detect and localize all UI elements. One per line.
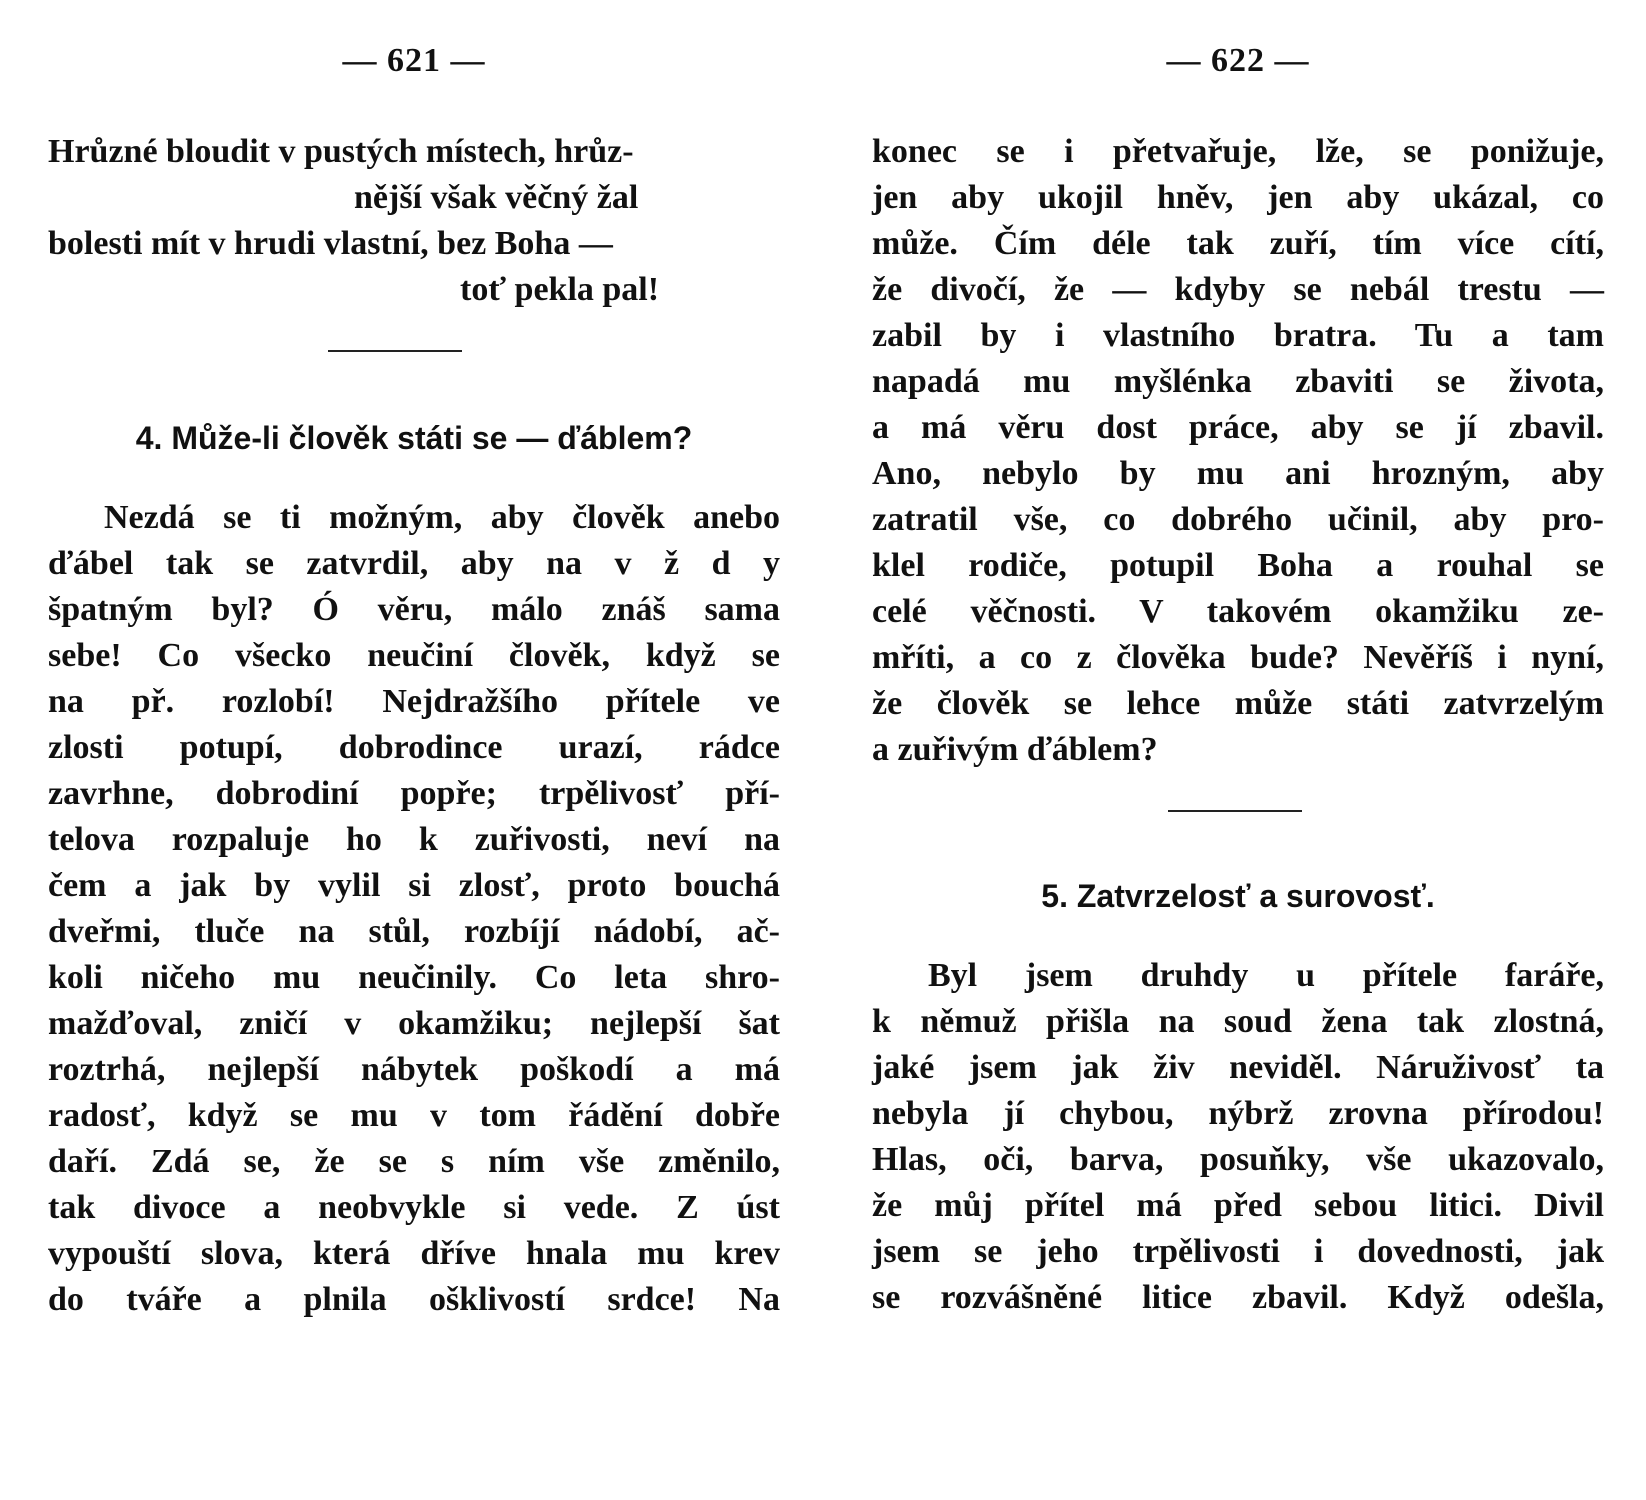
paragraph-line: Hlas, oči, barva, posuňky, vše ukazovalo,	[872, 1141, 1604, 1178]
paragraph-line: že člověk se lehce může státi zatvrzelým	[872, 685, 1604, 722]
section-heading: 4. Může-li člověk státi se — ďáblem?	[135, 420, 693, 456]
paragraph-line: napadá mu myšlénka zbaviti se života,	[872, 363, 1604, 400]
paragraph-line: může. Čím déle tak zuří, tím více cítí,	[872, 225, 1604, 262]
paragraph-line: telova rozpaluje ho k zuřivosti, neví na	[48, 821, 780, 858]
paragraph-line: daří. Zdá se, že se s ním vše změnilo,	[48, 1143, 780, 1180]
verse-line: bolesti mít v hrudi vlastní, bez Boha —	[48, 225, 613, 262]
paragraph-line: se rozvášněné litice zbavil. Když odešla,	[872, 1279, 1604, 1316]
paragraph-line: radosť, když se mu v tom řádění dobře	[48, 1097, 780, 1134]
verse-line: toť pekla pal!	[460, 271, 660, 308]
paragraph-line: jsem se jeho trpělivosti i dovednosti, jak	[872, 1233, 1604, 1270]
verse-line: nější však věčný žal	[354, 179, 639, 216]
paragraph-line: k němuž přišla na soud žena tak zlostná,	[872, 1003, 1604, 1040]
paragraph-line: zavrhne, dobrodiní popře; trpělivosť pří-	[48, 775, 780, 812]
paragraph-line: a zuřivým ďáblem?	[872, 731, 1158, 768]
section-divider	[1168, 810, 1302, 812]
paragraph-line: ďábel tak se zatvrdil, aby na v ž d y	[48, 545, 780, 582]
paragraph-line: špatným byl? Ó věru, málo znáš sama	[48, 591, 780, 628]
paragraph-line: že divočí, že — kdyby se nebál trestu —	[872, 271, 1604, 308]
paragraph-line: celé věčnosti. V takovém okamžiku ze-	[872, 593, 1604, 630]
section-heading: 5. Zatvrzelosť a surovosť.	[1041, 878, 1435, 914]
paragraph-line: zabil by i vlastního bratra. Tu a tam	[872, 317, 1604, 354]
paragraph-line: Byl jsem druhdy u přítele faráře,	[928, 957, 1604, 994]
paragraph-line: vypouští slova, která dříve hnala mu krev	[48, 1235, 780, 1272]
paragraph-line: sebe! Co všecko neučiní člověk, když se	[48, 637, 780, 674]
page-number: — 621 —	[342, 42, 486, 79]
paragraph-line: na př. rozlobí! Nejdražšího přítele ve	[48, 683, 780, 720]
paragraph-line: čem a jak by vylil si zlosť, proto bouchá	[48, 867, 780, 904]
paragraph-line: Nezdá se ti možným, aby člověk anebo	[104, 499, 780, 536]
paragraph-line: že můj přítel má před sebou litici. Divil	[872, 1187, 1604, 1224]
paragraph-line: dveřmi, tluče na stůl, rozbíjí nádobí, ač-	[48, 913, 780, 950]
page-number: — 622 —	[1166, 42, 1310, 79]
paragraph-line: mříti, a co z člověka bude? Nevěříš i nyní,	[872, 639, 1604, 676]
paragraph-line: konec se i přetvařuje, lže, se ponižuje,	[872, 133, 1604, 170]
right-page	[872, 0, 1604, 1500]
paragraph-line: tak divoce a neobvykle si vede. Z úst	[48, 1189, 780, 1226]
paragraph-line: a má věru dost práce, aby se jí zbavil.	[872, 409, 1604, 446]
paragraph-line: zatratil vše, co dobrého učinil, aby pro-	[872, 501, 1604, 538]
paragraph-line: klel rodiče, potupil Boha a rouhal se	[872, 547, 1604, 584]
paragraph-line: Ano, nebylo by mu ani hrozným, aby	[872, 455, 1604, 492]
paragraph-line: roztrhá, nejlepší nábytek poškodí a má	[48, 1051, 780, 1088]
paragraph-line: koli ničeho mu neučinily. Co leta shro-	[48, 959, 780, 996]
verse-line: Hrůzné bloudit v pustých místech, hrůz-	[48, 133, 634, 170]
left-page	[48, 0, 780, 1500]
paragraph-line: zlosti potupí, dobrodince urazí, rádce	[48, 729, 780, 766]
paragraph-line: nebyla jí chybou, nýbrž zrovna přírodou!	[872, 1095, 1604, 1132]
paragraph-line: mažďoval, zničí v okamžiku; nejlepší šat	[48, 1005, 780, 1042]
paragraph-line: do tváře a plnila ošklivostí srdce! Na	[48, 1281, 780, 1318]
section-divider	[328, 350, 462, 352]
paragraph-line: jen aby ukojil hněv, jen aby ukázal, co	[872, 179, 1604, 216]
paragraph-line: jaké jsem jak živ neviděl. Náruživosť ta	[872, 1049, 1604, 1086]
